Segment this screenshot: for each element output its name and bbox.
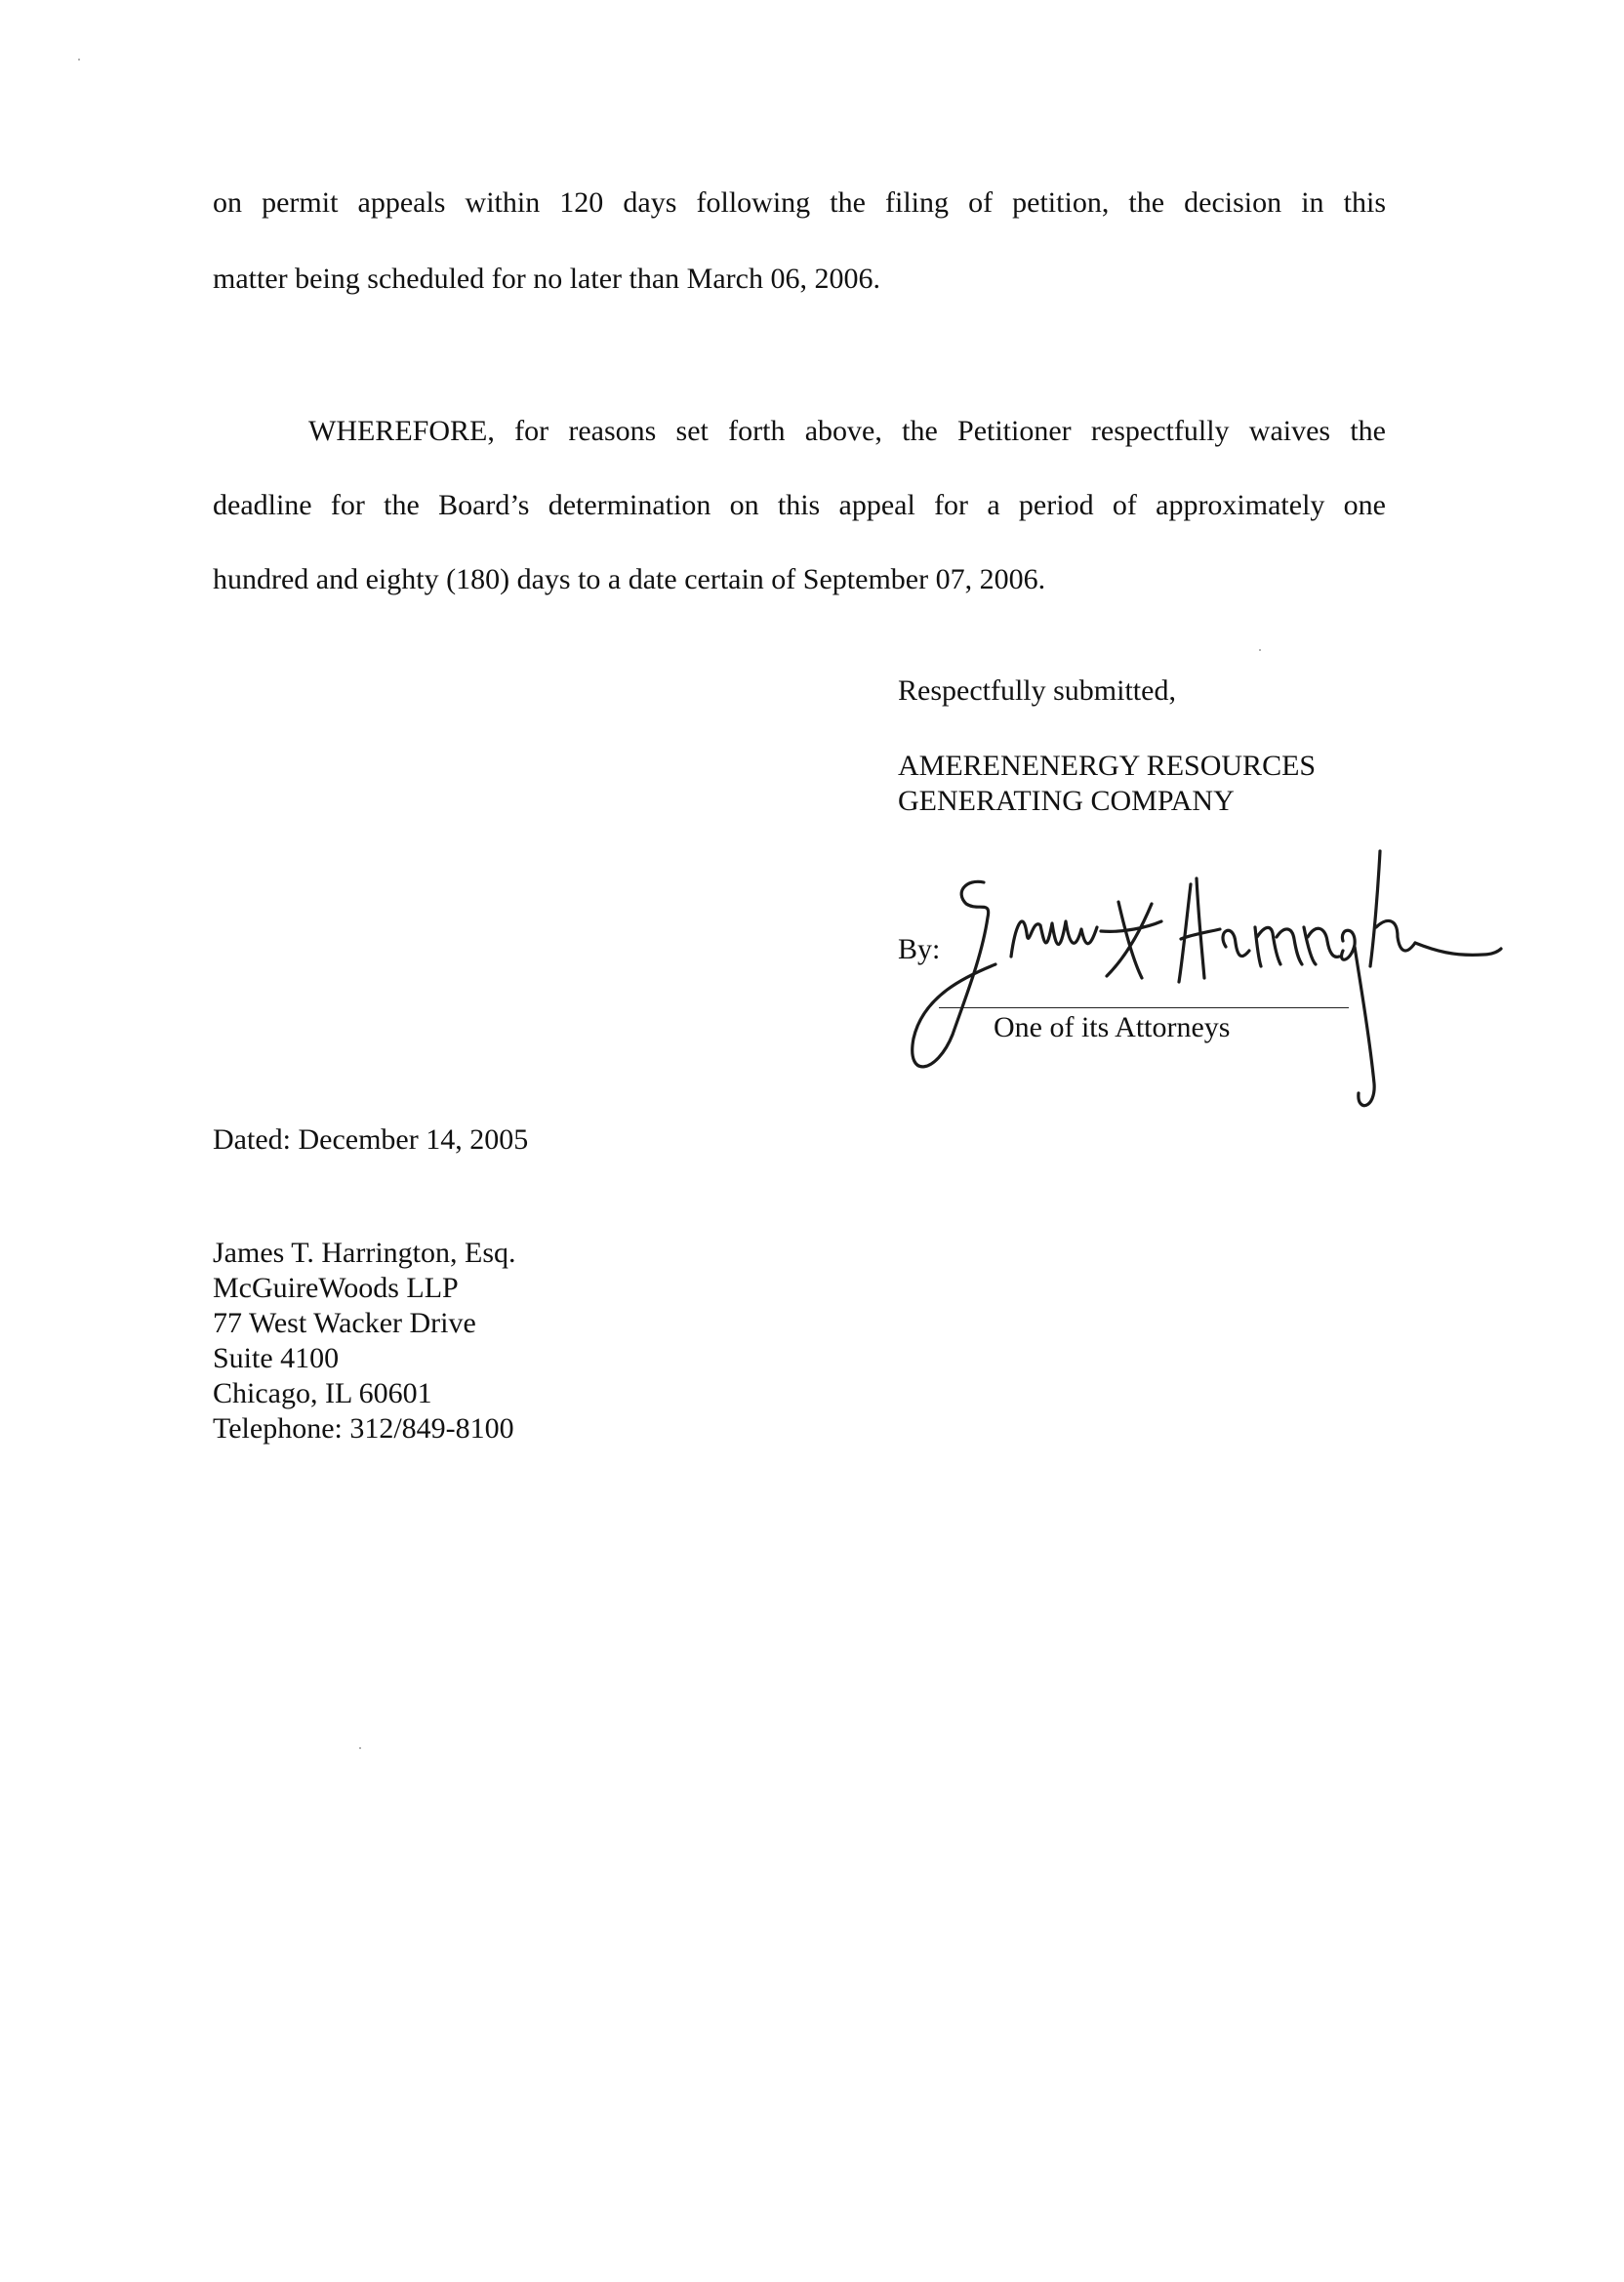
company-name-line-2: GENERATING COMPANY — [898, 785, 1235, 817]
scan-speck — [359, 1747, 361, 1749]
city-state-zip: Chicago, IL 60601 — [213, 1377, 432, 1409]
body-paragraph-1-line-1: on permit appeals within 120 days following the filing of petition, the decision in this — [213, 186, 1386, 219]
body-paragraph-2-line-3: hundred and eighty (180) days to a date certain of September 07, 2006. — [213, 563, 1046, 595]
signer-role: One of its Attorneys — [994, 1011, 1231, 1043]
suite: Suite 4100 — [213, 1342, 340, 1374]
law-firm-name: McGuireWoods LLP — [213, 1272, 459, 1304]
telephone: Telephone: 312/849-8100 — [213, 1412, 514, 1445]
handwritten-signature — [898, 849, 1503, 1132]
closing-text: Respectfully submitted, — [898, 674, 1176, 707]
body-paragraph-2-line-1: WHEREFORE, for reasons set forth above, the Petitioner respectfully waives the — [308, 415, 1386, 447]
by-label: By: — [898, 933, 941, 965]
attorney-name: James T. Harrington, Esq. — [213, 1237, 516, 1269]
dated-line: Dated: December 14, 2005 — [213, 1123, 529, 1156]
scan-speck — [1259, 649, 1261, 651]
scan-speck — [78, 59, 80, 61]
body-paragraph-1-line-2: matter being scheduled for no later than March 06, 2006. — [213, 263, 880, 295]
street-address: 77 West Wacker Drive — [213, 1307, 476, 1339]
company-name-line-1: AMERENENERGY RESOURCES — [898, 750, 1317, 782]
body-paragraph-2-line-2: deadline for the Board’s determination on this appeal for a period of approximately one — [213, 489, 1386, 521]
